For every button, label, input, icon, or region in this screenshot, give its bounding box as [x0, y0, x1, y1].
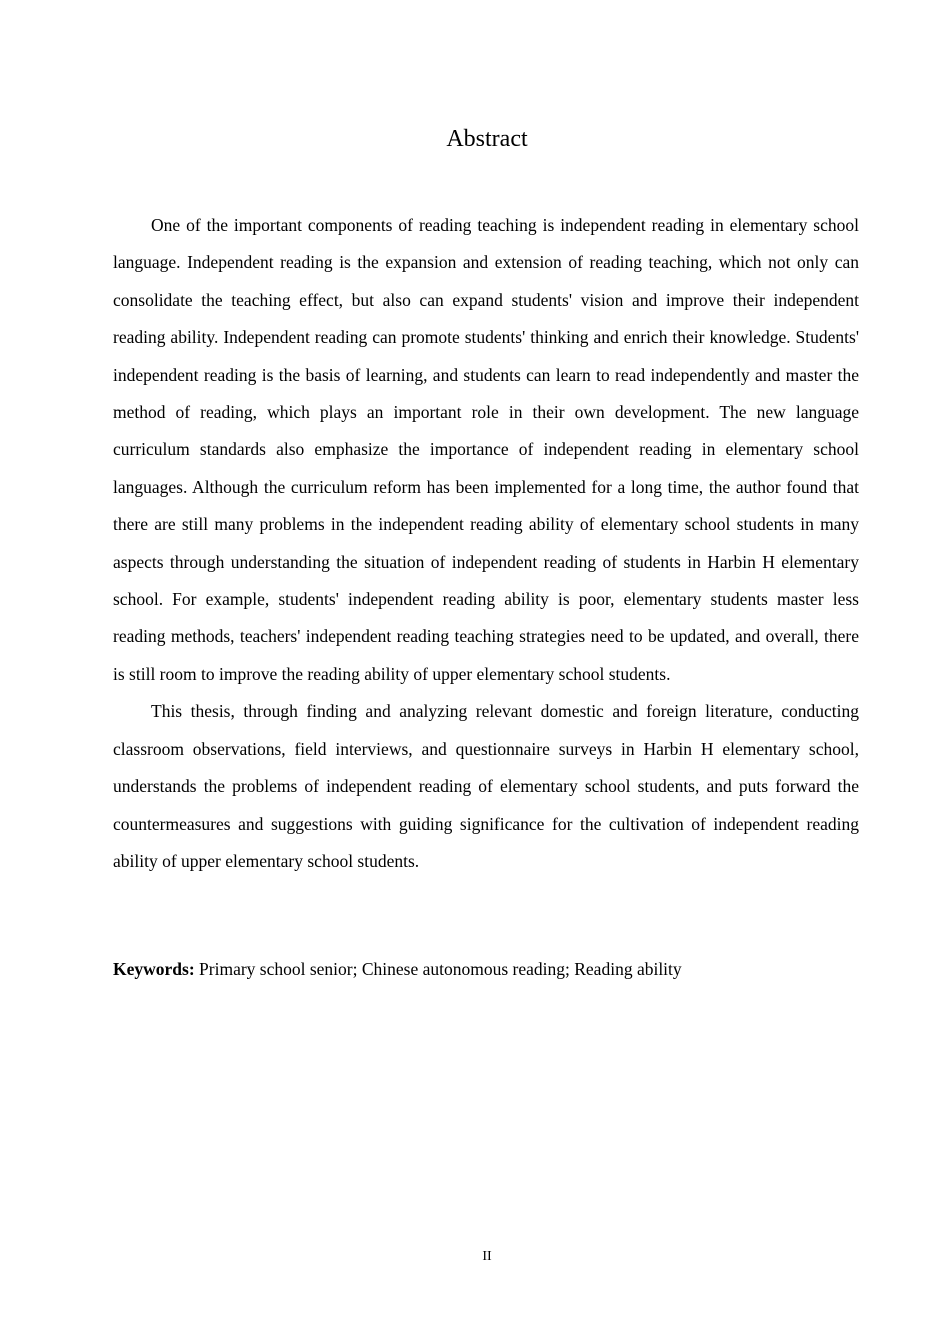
keywords-text: Primary school senior; Chinese autonomous reading; Reading ability	[194, 959, 682, 979]
keywords-line	[113, 955, 859, 983]
keywords-label: Keywords:	[113, 959, 195, 979]
abstract-body	[113, 207, 859, 880]
abstract-paragraph-2: This thesis, through finding and analyzing relevant domestic and foreign literature, conducting classroom observations, field interviews, and questionnaire surveys in Harbin H elementary school, understands the problems of independent reading of elementary school students, and puts forward the countermeasures and suggestions with guiding significance for the cultivation of independent reading ability of upper elementary school students.	[113, 701, 859, 871]
abstract-title: Abstract	[446, 126, 528, 152]
page-number: II	[482, 1249, 492, 1264]
abstract-paragraph-1: One of the important components of reading teaching is independent reading in elementary school language. Independent reading is the expansion and extension of reading teaching, which not only can consolidate the teaching effect, but also can expand students' vision and improve their independent reading ability. Independent reading can promote students' thinking and enrich their knowledge. Students' independent reading is the basis of learning, and students can learn to read independently and master the method of reading, which plays an important role in their own development. The new language curriculum standards also emphasize the importance of independent reading in elementary school languages. Although the curriculum reform has been implemented for a long time, the author found that there are still many problems in the independent reading ability of elementary school students in many aspects through understanding the situation of independent reading of students in Harbin H elementary school. For example, students' independent reading ability is poor, elementary students master less reading methods, teachers' independent reading teaching strategies need to be updated, and overall, there is still room to improve the reading ability of upper elementary school students.	[113, 215, 859, 684]
